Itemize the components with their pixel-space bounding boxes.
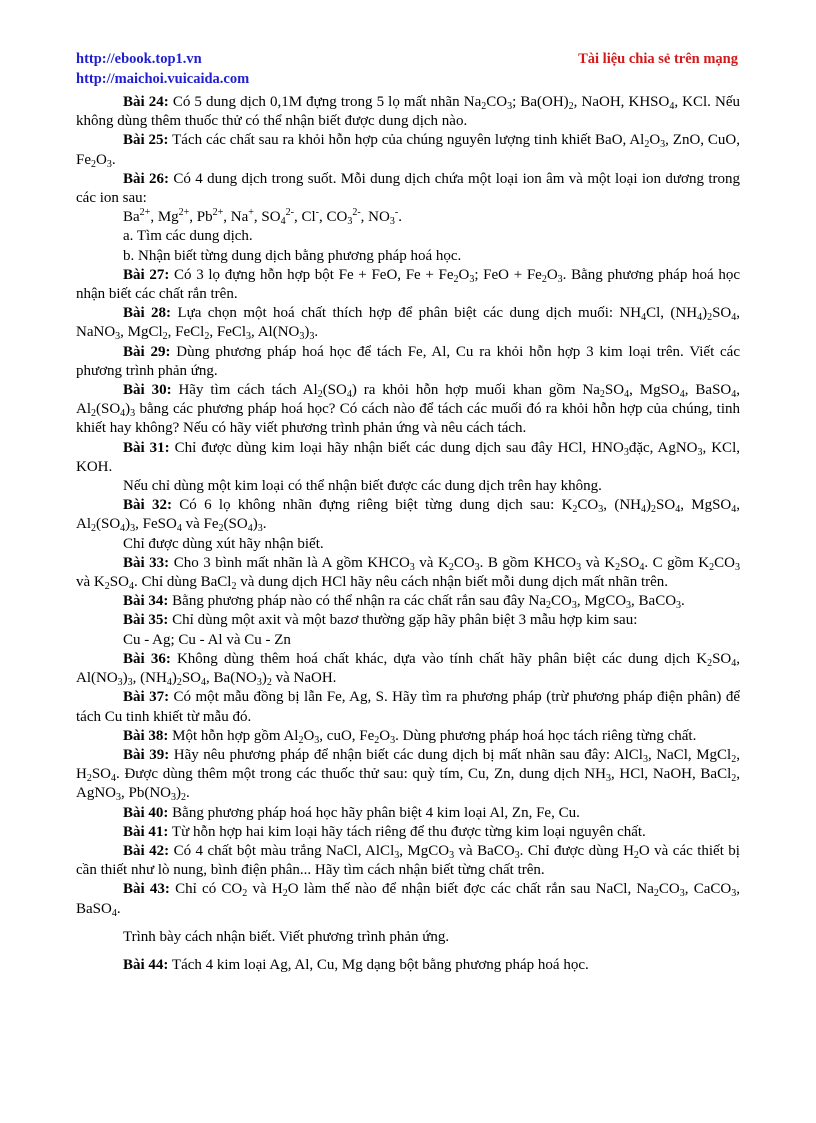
exercise-text: Chỉ được dùng xút hãy nhận biết.: [123, 535, 324, 552]
exercise-paragraph: [76, 592, 740, 611]
exercise-text: Tách các chất sau ra khỏi hỗn hợp của chúng nguyên lượng tinh khiết BaO, $Al_2O_3$, ZnO, CuO, $Fe_2O_3$.: [76, 132, 740, 170]
exercise-paragraph: [76, 650, 740, 688]
exercise-paragraph: [76, 381, 740, 439]
exercise-paragraph: [76, 842, 740, 880]
exercise-subparagraph: [76, 928, 740, 947]
exercise-text: Chỉ có $CO_2$ và $H_2O$ làm thế nào để nhận biết đợc các chất rắn sau NaCl, $Na_2CO_3$, CaCO$_3$, BaSO$_4$.: [76, 881, 740, 919]
exercise-text: $Ba^{2+}$, $Mg^{2+}$, $Pb^{2+}$, Na+, $SO_4^{2-}$, Cl-, $CO_3^{2-}$, $NO_3^-$.: [123, 207, 402, 228]
exercise-number: Bài 32:: [123, 497, 172, 514]
exercise-text: Từ hỗn hợp hai kim loại hãy tách riêng để thu được từng kim loại nguyên chất.: [168, 823, 646, 840]
exercise-text: Một hỗn hợp gồm $Al_2O_3$, cuO, $Fe_2O_3$. Dùng phương pháp hoá học tách riêng từng chất.: [168, 727, 697, 746]
exercise-paragraph: [76, 93, 740, 131]
exercise-text: b. Nhận biết từng dung dịch bằng phương pháp hoá học.: [123, 247, 462, 264]
exercise-subparagraph: [76, 247, 740, 266]
exercise-paragraph: [76, 880, 740, 918]
header-shared-note: Tài liệu chia sẻ trên mạng: [578, 51, 738, 67]
exercise-text: Lựa chọn một hoá chất thích hợp để phân biệt các dung dịch muối: $NH_4Cl$, $(NH_4)_2SO_4$, NaNO$_3$, MgCl$_2$, FeCl$_2$, FeCl$_3$, $Al(NO_3)_3$.: [76, 305, 740, 343]
exercise-text: Nếu chỉ dùng một kim loại có thể nhận biết được các dung dịch trên hay không.: [123, 478, 602, 495]
exercise-number: Bài 36:: [123, 650, 171, 667]
exercise-text: Có 6 lọ không nhãn đựng riêng biệt từng dung dịch sau: $K_2CO_3$, $(NH_4)_2SO_4$, MgSO$_4$, $Al_2(SO_4)_3$, FeSO$_4$ và $Fe_2(SO_4)_3$.: [76, 497, 741, 535]
exercise-subparagraph: [76, 631, 740, 650]
exercise-paragraph: [76, 496, 740, 534]
exercise-number: Bài 43:: [123, 881, 170, 898]
exercise-number: Bài 35:: [123, 612, 169, 629]
exercise-paragraph: [76, 804, 740, 823]
exercise-text: Có 4 dung dịch trong suốt. Mỗi dung dịch chứa một loại ion âm và một loại ion dương trong các ion sau:: [76, 170, 740, 207]
exercise-number: Bài 42:: [123, 842, 170, 859]
exercise-number: Bài 30:: [123, 382, 172, 399]
exercise-text: Chỉ được dùng kim loại hãy nhận biết các dung dịch sau đây HCl, $HNO_3đặc$, AgNO$_3$, KCl, KOH.: [76, 439, 740, 475]
exercise-paragraph: [76, 727, 740, 746]
exercise-number: Bài 34:: [123, 593, 169, 610]
exercise-text: Có 4 chất bột màu trắng NaCl, AlCl$_3$, MgCO$_3$ và BaCO$_3$. Chỉ được dùng $H_2O$ và các thiết bị cần thiết như lò nung, bình điện phân... Hãy tìm cách nhận biết từng chất trên.: [76, 842, 740, 879]
exercise-text: Cho 3 bình mất nhãn là A gồm $KHCO_3$ và $K_2CO_3$. B gồm $KHCO_3$ và $K_2SO_4$. C gồm $K_2CO_3$ và $K_2SO_4$. Chỉ dùng BaCl$_2$ và dung dịch HCl hãy nêu cách nhận biết mỗi dung dịch mất nhãn trên.: [76, 554, 740, 593]
exercise-text: Tách 4 kim loại Ag, Al, Cu, Mg dạng bột bằng phương pháp hoá học.: [168, 956, 589, 973]
exercise-number: Bài 37:: [123, 689, 170, 706]
exercise-number: Bài 39:: [123, 746, 170, 763]
exercise-paragraph: [76, 266, 740, 304]
exercise-paragraph: [76, 611, 740, 630]
exercise-text: Chỉ dùng một axit và một bazơ thường gặp hãy phân biệt 3 mẫu hợp kim sau:: [168, 612, 638, 629]
exercise-text: Trình bày cách nhận biết. Viết phương trình phản ứng.: [123, 928, 450, 945]
exercise-number: Bài 31:: [123, 439, 170, 456]
exercise-number: Bài 28:: [123, 305, 172, 322]
exercise-number: Bài 33:: [123, 554, 170, 571]
exercise-text: Dùng phương pháp hoá học để tách Fe, Al, Cu ra khỏi hỗn hợp 3 kim loại trên. Viết các phương trình phản ứng.: [76, 343, 740, 379]
exercise-text: Có một mẫu đồng bị lẫn Fe, Ag, S. Hãy tìm ra phương pháp (trừ phương pháp điện phân) để tách Cu tinh khiết từ mẫu đó.: [76, 689, 741, 725]
exercise-number: Bài 25:: [123, 132, 169, 149]
exercise-text: Bằng phương pháp nào có thể nhận ra các chất rắn sau đây $Na_2CO_3$, MgCO$_3$, BaCO$_3$.: [168, 593, 685, 612]
header-link-ebook[interactable]: http://ebook.top1.vn: [76, 51, 202, 67]
exercise-subparagraph: [76, 535, 740, 554]
exercise-number: Bài 24:: [123, 94, 169, 110]
exercise-subparagraph: [76, 208, 740, 227]
header-link-maichoi[interactable]: http://maichoi.vuicaida.com: [76, 71, 250, 87]
exercise-paragraph: [76, 343, 740, 381]
exercise-text: Có 5 dung dịch 0,1M đựng trong 5 lọ mất nhãn $Na_2CO_3$; $Ba(OH)_2$, NaOH, $KHSO_4$, KCl. Nếu không dùng thêm thuốc thử có thể nhận biết được dung dịch nào.: [76, 94, 741, 130]
exercise-number: Bài 26:: [123, 170, 170, 187]
exercise-text: Hãy nêu phương pháp để nhận biết các dung dịch bị mất nhãn sau đây: AlCl$_3$, NaCl, MgCl$_2$, $H_2SO_4$. Được dùng thêm một trong các thuốc thử sau: quỳ tím, Cu, Zn, dung dịch $NH_3$, HCl, NaOH, BaCl$_2$, AgNO$_3$, $Pb(NO_3)_2$.: [76, 746, 741, 804]
exercise-text: Không dùng thêm hoá chất khác, dựa vào tính chất hãy phân biệt các dung dịch $K_2SO_4$, $Al(NO_3)_3$, $(NH_4)_2SO_4$, $Ba(NO_3)_2$ và NaOH.: [76, 650, 741, 689]
exercise-paragraph: [76, 131, 740, 169]
exercise-subparagraph: [76, 227, 740, 246]
exercise-paragraph: [76, 170, 740, 208]
exercise-paragraph: [76, 956, 740, 975]
exercise-number: Bài 40:: [123, 804, 169, 821]
exercise-subparagraph: [76, 477, 740, 496]
exercise-number: Bài 27:: [123, 266, 170, 283]
exercise-text: a. Tìm các dung dịch.: [123, 228, 253, 245]
exercise-text: Cu - Ag; Cu - Al và Cu - Zn: [123, 631, 291, 648]
exercise-paragraph: [76, 554, 740, 592]
exercise-number: Bài 41:: [123, 823, 169, 840]
exercise-number: Bài 44:: [123, 956, 169, 973]
exercise-paragraph: [76, 746, 740, 804]
exercise-paragraph: [76, 439, 740, 477]
exercise-text: Bằng phương pháp hoá học hãy phân biệt 4 kim loại Al, Zn, Fe, Cu.: [168, 804, 580, 821]
exercise-text: Có 3 lọ đựng hỗn hợp bột Fe + FeO, $Fe + Fe_2O_3$; FeO + $Fe_2O_3$. Bằng phương pháp hoá học nhận biết các chất rắn trên.: [76, 266, 740, 303]
exercise-paragraph: [76, 823, 740, 842]
exercise-number: Bài 29:: [123, 343, 171, 360]
exercise-paragraph: [76, 304, 740, 342]
exercise-number: Bài 38:: [123, 727, 169, 744]
exercise-paragraph: [76, 688, 740, 726]
exercise-text: Hãy tìm cách tách $Al_2(SO_4)$ ra khỏi hỗn hợp muối khan gồm $Na_2SO_4$, MgSO$_4$, BaSO$_4$, $Al_2(SO_4)_3$ bằng các phương pháp hoá học? Có cách nào để tách các muối đó ra khỏi hỗn hợp của chúng, tinh khiết hay không? Nếu có hãy viết phương trình phản ứng và nêu cách tách.: [76, 382, 741, 437]
exercise-list: [76, 93, 740, 975]
